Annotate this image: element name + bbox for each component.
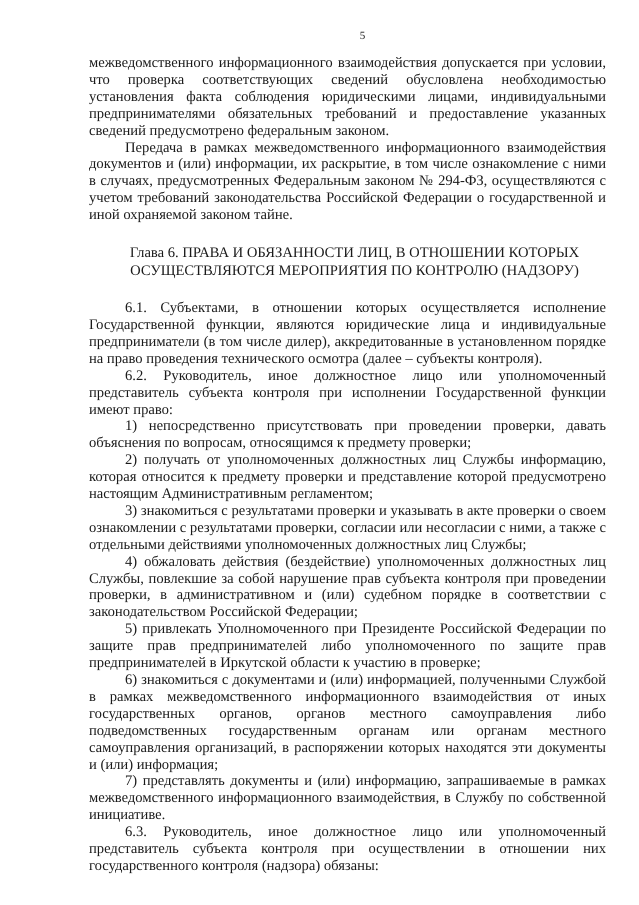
paragraph-interagency-continuation: межведомственного информационного взаимодействия допускается при условии, что проверка соответствующих сведений обусловлена необходимостью установления факта соблюдения юридическими лицами, индивидуальными предпринимателями обязательных требований и предоставление указанных сведений предусмотрено федеральным законом. <box>89 55 606 139</box>
right-item-5: 5) привлекать Уполномоченного при Президенте Российской Федерации по защите прав предпринимателей либо уполномоченного по защите прав предпринимателей в Иркутской области к участию в проверке; <box>89 621 606 672</box>
right-item-7: 7) представлять документы и (или) информацию, запрашиваемые в рамках межведомственного информационного взаимодействия, в Службу по собственной инициативе. <box>89 773 606 824</box>
right-item-1: 1) непосредственно присутствовать при проведении проверки, давать объяснения по вопросам, относящимся к предмету проверки; <box>89 418 606 452</box>
paragraph-data-transfer: Передача в рамках межведомственного информационного взаимодействия документов и (или) информации, их раскрытие, в том числе ознакомление с ними в случаях, предусмотренных Федеральным законом № 294-ФЗ, осуществляются с учетом требований законодательства Российской Федерации о государственной и иной охраняемой законом тайне. <box>89 139 606 224</box>
chapter-heading-line-1: Глава 6. ПРАВА И ОБЯЗАННОСТИ ЛИЦ, В ОТНОШЕНИИ КОТОРЫХ <box>129 245 580 262</box>
section-6-2-intro: 6.2. Руководитель, иное должностное лицо или уполномоченный представитель субъекта контроля при исполнении Государственной функции имеют право: <box>89 367 606 418</box>
right-item-4: 4) обжаловать действия (бездействие) уполномоченных должностных лиц Службы, повлекшие за собой нарушение прав субъекта контроля при проведении проверки, в административном и (или) судебном порядке в соответствии с законодательством Российской Федерации; <box>89 553 606 621</box>
chapter-heading <box>89 244 606 280</box>
page-number: 5 <box>359 30 366 42</box>
right-item-2: 2) получать от уполномоченных должностных лиц Службы информацию, которая относится к предмету проверки и представление которой предусмотрено настоящим Административным регламентом; <box>89 452 606 503</box>
chapter-heading-line-2: ОСУЩЕСТВЛЯЮТСЯ МЕРОПРИЯТИЯ ПО КОНТРОЛЮ (НАДЗОРУ) <box>130 263 579 280</box>
right-item-6: 6) знакомиться с документами и (или) информацией, полученными Службой в рамках межведомственного информационного взаимодействия от иных государственных органов, органов местного самоуправления либо подведомственных государственным органам или органам местного самоуправления организаций, в распоряжении которых находятся эти документы и (или) информация; <box>89 672 606 773</box>
right-item-3: 3) знакомиться с результатами проверки и указывать в акте проверки о своем ознакомлении с результатами проверки, согласии или несогласии с ними, а также с отдельными действиями уполномоченных должностных лиц Службы; <box>89 502 607 553</box>
section-6-1: 6.1. Субъектами, в отношении которых осуществляется исполнение Государственной функции, являются юридические лица и индивидуальные предприниматели (в том числе дилер), аккредитованные в установленном порядке на право проведения технического осмотра (далее – субъекты контроля). <box>89 300 606 367</box>
section-6-3-intro: 6.3. Руководитель, иное должностное лицо или уполномоченный представитель субъекта контроля при осуществлении в отношении них государственного контроля (надзора) обязаны: <box>89 824 606 874</box>
